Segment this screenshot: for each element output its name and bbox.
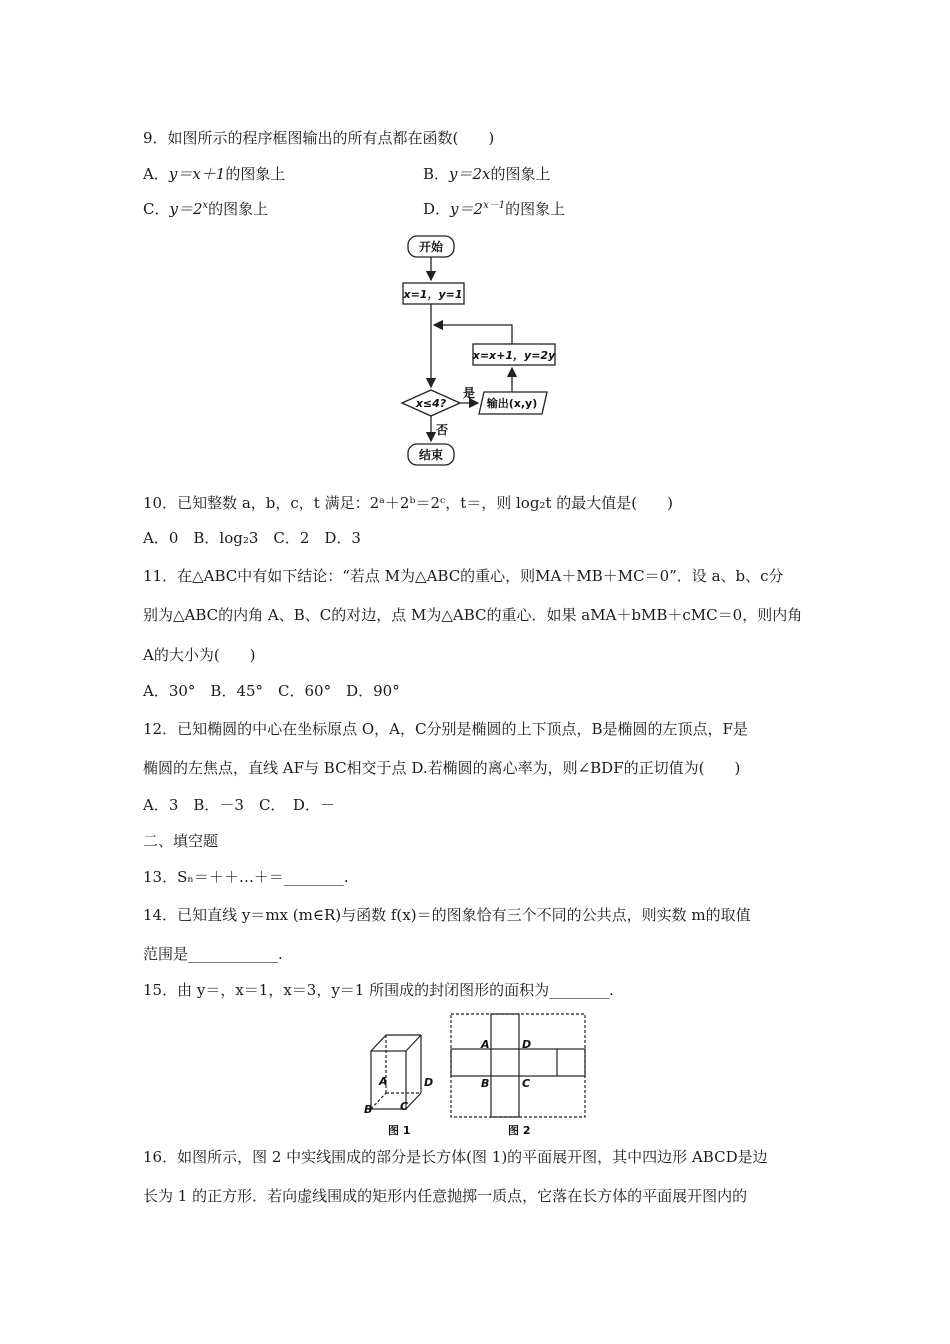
flow-init-label: x=1，y=1 (403, 288, 463, 301)
q10-options: A．0 B．log₂3 C．2 D．3 (143, 529, 361, 547)
flow-update-label: x=x+1，y=2y (472, 349, 556, 362)
fig1-cuboid (371, 1035, 421, 1109)
q12-options: A．3 B．－3 C． D．－ (143, 796, 335, 814)
fig1-label-d: D (424, 1076, 434, 1089)
flow-output-label: 输出(x,y) (486, 397, 538, 410)
fig1-label-a: A (379, 1075, 388, 1088)
q12-line2: 椭圆的左焦点，直线 AF与 BC相交于点 D.若椭圆的离心率为，则∠BDF的正切值为( ) (143, 759, 741, 777)
fig1-label-c: C (400, 1100, 409, 1113)
q16-line2: 长为 1 的正方形．若向虚线围成的矩形内任意抛掷一质点，它落在长方体的平面展开图内的 (143, 1187, 748, 1205)
figures (0, 1005, 950, 1155)
flow-condition-label: x≤4? (415, 397, 447, 410)
fig1-caption: 图 1 (388, 1124, 411, 1137)
q15: 15．由 y＝，x＝1，x＝3，y＝1 所围成的封闭图形的面积为________. (143, 981, 614, 999)
flow-end-label: 结束 (418, 448, 444, 462)
q11-line2: 别为△ABC的内角 A、B、C的对边，点 M为△ABC的重心．如果 aMA＋bMB＋cMC＝0，则内角 (143, 606, 803, 624)
q13: 13．Sₙ＝＋＋…＋＝________. (143, 868, 349, 886)
q9-option-d: D．$y=2^{x-1}$的图象上 (423, 200, 566, 218)
flow-yes-label: 是 (463, 386, 476, 400)
fig2-label-c: C (522, 1077, 531, 1090)
q16-line1: 16．如图所示，图 2 中实线围成的部分是长方体(图 1)的平面展开图，其中四边形 ABCD是边 (143, 1148, 768, 1166)
q11-options: A．30° B．45° C．60° D．90° (143, 682, 400, 700)
q9-option-b: B．y＝2x的图象上 (423, 165, 551, 183)
fig2-label-b: B (481, 1077, 490, 1090)
q14-line1: 14．已知直线 y＝mx (m∈R)与函数 f(x)＝的图象恰有三个不同的公共点，则实数 m的取值 (143, 906, 751, 924)
flowchart (0, 0, 950, 480)
q9-option-c: C．$y=2^x$的图象上 (143, 200, 269, 218)
flow-start-label: 开始 (418, 240, 444, 254)
q11-line3: A的大小为( ) (143, 646, 256, 664)
flow-no-label: 否 (436, 423, 449, 437)
fig2-caption: 图 2 (508, 1124, 531, 1137)
q11-line1: 11．在△ABC中有如下结论：“若点 M为△ABC的重心，则MA＋MB＋MC＝0”．设 a、b、c分 (143, 567, 784, 585)
q10-stem: 10．已知整数 a，b，c，t 满足：2ᵃ＋2ᵇ＝2ᶜ，t＝，则 log₂t 的最大值是( ) (143, 494, 673, 512)
fig1-label-b: B (364, 1103, 373, 1116)
q12-line1: 12．已知椭圆的中心在坐标原点 O，A，C分别是椭圆的上下顶点，B是椭圆的左顶点，F是 (143, 720, 748, 738)
section-title: 二、填空题 (143, 832, 219, 850)
q14-line2: 范围是____________. (143, 945, 283, 963)
fig2-label-d: D (522, 1038, 532, 1051)
q9-stem: 9．如图所示的程序框图输出的所有点都在函数( ) (143, 129, 495, 147)
fig2-net (451, 1014, 585, 1117)
q9-option-a: A．y＝x＋1的图象上 (143, 165, 286, 183)
fig2-label-a: A (481, 1038, 490, 1051)
